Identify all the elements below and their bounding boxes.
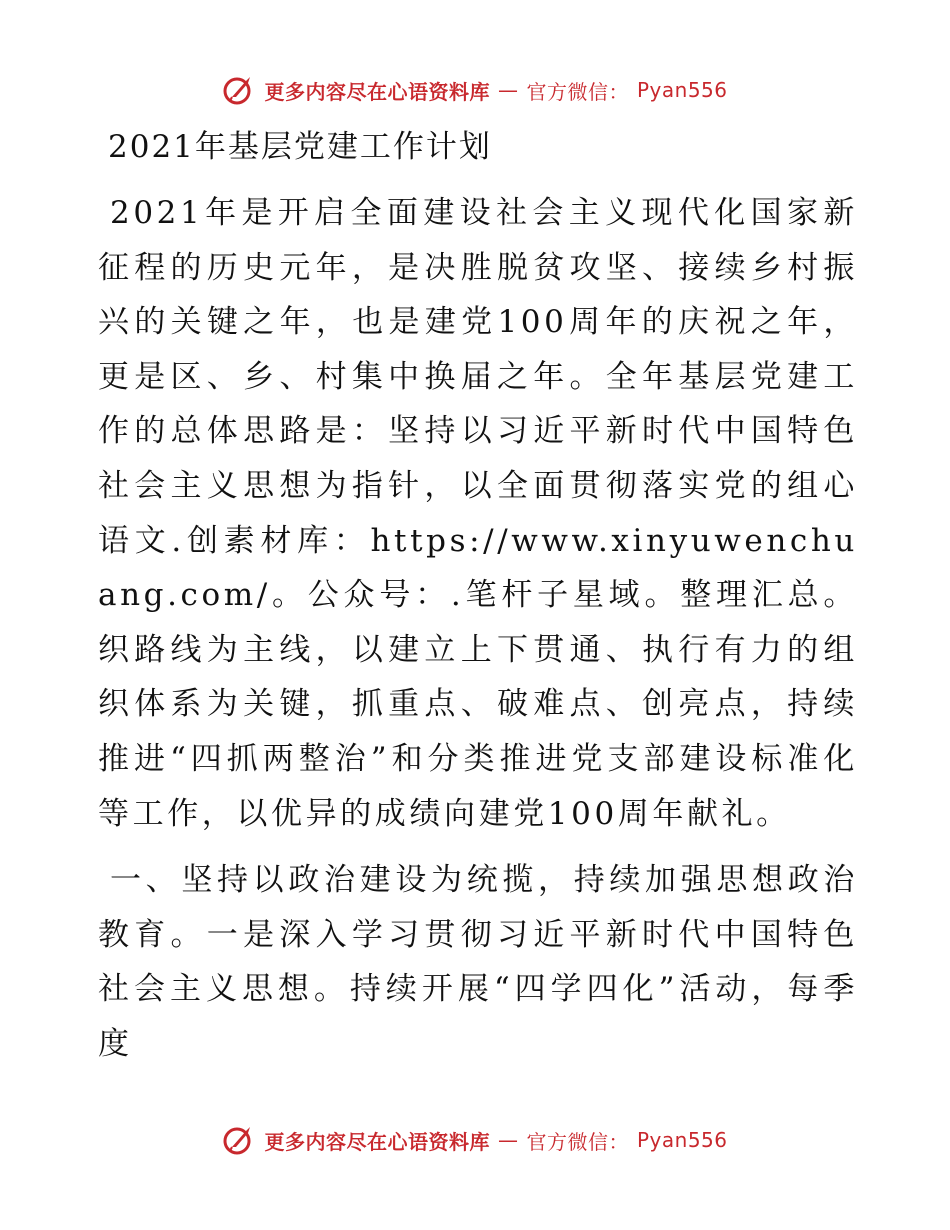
watermark-main-text: 更多内容尽在心语资料库 [264, 1129, 490, 1154]
watermark-label: 官方微信： [526, 79, 629, 104]
watermark-dash: — [497, 1128, 519, 1152]
watermark-wechat-id: Pyan556 [636, 1128, 728, 1152]
quill-circle-logo-icon [222, 1123, 256, 1157]
document-title: 2021年基层党建工作计划 [108, 129, 492, 165]
watermark-footer [0, 1120, 950, 1160]
quill-circle-logo-icon [222, 73, 256, 107]
watermark-wechat-id: Pyan556 [636, 78, 728, 102]
watermark-label: 官方微信： [526, 1129, 629, 1154]
watermark-main-text: 更多内容尽在心语资料库 [264, 79, 490, 104]
watermark-dash: — [497, 78, 519, 102]
watermark-header [0, 70, 950, 110]
paragraph-intro: 2021年是开启全面建设社会主义现代化国家新征程的历史元年，是决胜脱贫攻坚、接续乡村振兴的关键之年，也是建党100周年的庆祝之年，更是区、乡、村集中换届之年。全年基层党建工作的总体思路是：坚持以习近平新时代中国特色社会主义思想为指针，以全面贯彻落实党的组心语文.创素材库：https://www.xinyuwenchuang.com/。公众号：.笔杆子星域。整理汇总。织路线为主线，以建立上下贯通、执行有力的组织体系为关键，抓重点、破难点、创亮点，持续推进“四抓两整治”和分类推进党支部建设标准化等工作，以优异的成绩向建党100周年献礼。 [98, 195, 858, 832]
document-body [98, 125, 858, 1084]
paragraph-section-one: 一、坚持以政治建设为统揽，持续加强思想政治教育。一是深入学习贯彻习近平新时代中国特色社会主义思想。持续开展“四学四化”活动，每季度 [98, 862, 858, 1062]
